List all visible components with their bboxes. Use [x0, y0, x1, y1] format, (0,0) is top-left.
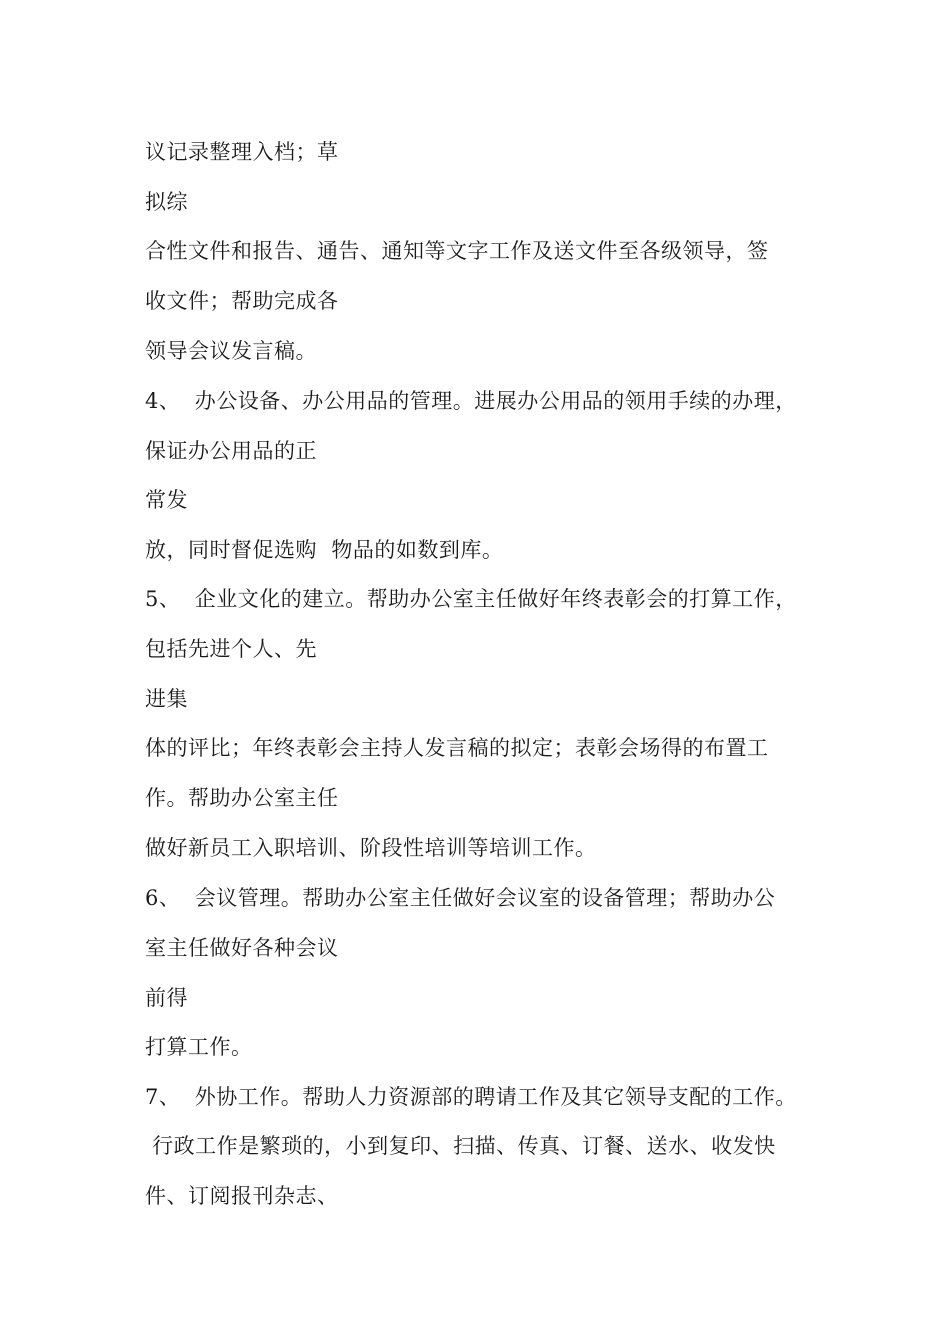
text-line: 领导会议发言稿。: [145, 339, 317, 363]
text-line: 前得: [145, 986, 188, 1010]
text-line: 合性文件和报告、通告、通知等文字工作及送文件至各级领导，签: [145, 239, 769, 263]
text-line: 件、订阅报刊杂志、: [145, 1184, 339, 1208]
text-line: 拟综: [145, 190, 188, 214]
text-line: 常发: [145, 488, 188, 512]
text-line: 进集: [145, 687, 188, 711]
text-line: 4、 办公设备、办公用品的管理。进展办公用品的领用手续的办理，: [145, 389, 797, 413]
text-line: 包括先进个人、先: [145, 637, 317, 661]
text-line: 保证办公用品的正: [145, 439, 317, 463]
text-line: 室主任做好各种会议: [145, 936, 339, 960]
text-line: 打算工作。: [145, 1035, 253, 1059]
text-line: 5、 企业文化的建立。帮助办公室主任做好年终表彰会的打算工作，: [145, 587, 797, 611]
text-line: 收文件；帮助完成各: [145, 289, 339, 313]
text-line: 7、 外协工作。帮助人力资源部的聘请工作及其它领导支配的工作。: [145, 1085, 797, 1109]
text-line: 议记录整理入档；草: [145, 140, 339, 164]
text-line: 行政工作是繁琐的，小到复印、扫描、传真、订餐、送水、收发快: [145, 1134, 776, 1158]
text-line: 体的评比；年终表彰会主持人发言稿的拟定；表彰会场得的布置工: [145, 736, 769, 760]
text-line: 放，同时督促选购 物品的如数到库。: [145, 538, 504, 562]
text-line: 6、 会议管理。帮助办公室主任做好会议室的设备管理；帮助办公: [145, 886, 776, 910]
text-line: 作。帮助办公室主任: [145, 786, 339, 810]
text-line: 做好新员工入职培训、阶段性培训等培训工作。: [145, 836, 597, 860]
